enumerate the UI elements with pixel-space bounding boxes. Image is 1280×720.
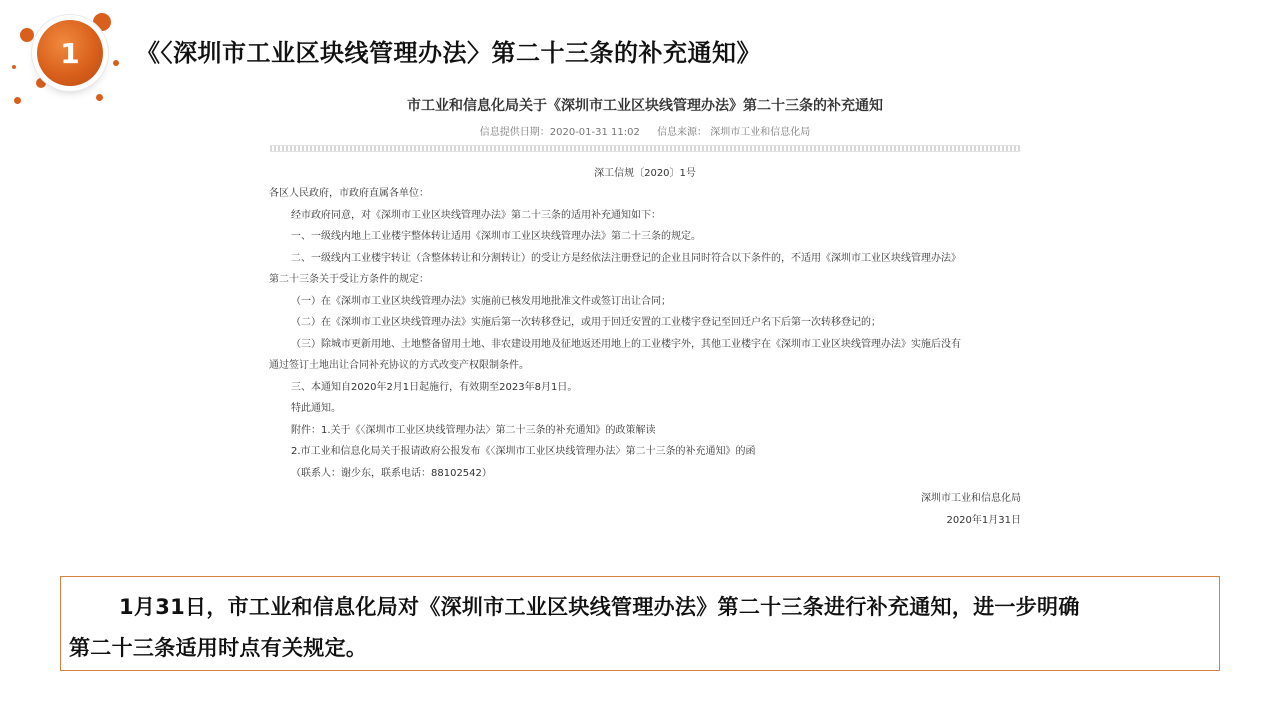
document-date: 信息提供日期：2020-01-31 11:02 <box>479 127 640 138</box>
decorative-dot <box>93 13 111 31</box>
decorative-dot <box>20 28 34 42</box>
document-paragraph: （一）在《深圳市工业区块线管理办法》实施前已核发用地批准文件或签订出让合同； <box>291 295 671 307</box>
section-number-badge: 1 <box>37 20 103 86</box>
decorative-dot <box>12 65 16 69</box>
decorative-dot <box>36 78 46 88</box>
summary-line: 1月31日，市工业和信息化局对《深圳市工业区块线管理办法》第二十三条进行补充通知，进一步明确 <box>119 595 1080 619</box>
document-number: 深工信规〔2020〕1号 <box>594 168 696 179</box>
document-paragraph: 第二十三条关于受让方条件的规定： <box>269 274 429 285</box>
decorative-dot <box>96 94 103 101</box>
slide-title: 《〈深圳市工业区块线管理办法〉第二十三条的补充通知》 <box>136 39 761 67</box>
document-screenshot <box>265 90 1025 530</box>
badge-decoration <box>0 0 130 115</box>
document-paragraph: 各区人民政府，市政府直属各单位： <box>269 188 429 199</box>
document-meta <box>265 123 1025 138</box>
divider <box>270 145 1020 152</box>
document-paragraph: 二、一级线内工业楼宇转让（含整体转让和分割转让）的受让方是经依法注册登记的企业且同时符合以下条件的，不适用《深圳市工业区块线管理办法》 <box>291 252 961 264</box>
signature-org: 深圳市工业和信息化局 <box>921 493 1021 504</box>
document-title: 市工业和信息化局关于《深圳市工业区块线管理办法》第二十三条的补充通知 <box>407 98 883 114</box>
document-paragraph: 通过签订土地出让合同补充协议的方式改变产权限制条件。 <box>269 360 529 371</box>
document-paragraph: （三）除城市更新用地、土地整备留用土地、非农建设用地及征地返还用地上的工业楼宇外，其他工业楼宇在《深圳市工业区块线管理办法》实施后没有 <box>291 338 961 350</box>
document-paragraph: 三、本通知自2020年2月1日起施行，有效期至2023年8月1日。 <box>291 381 578 393</box>
decorative-dot <box>14 97 21 104</box>
attachment-link[interactable]: 2.市工业和信息化局关于报请政府公报发布《〈深圳市工业区块线管理办法〉第二十三条的补充通知》的函 <box>291 446 756 457</box>
summary-line: 第二十三条适用时点有关规定。 <box>69 636 368 660</box>
document-paragraph: 特此通知。 <box>291 403 341 414</box>
document-body <box>269 183 1023 484</box>
summary-box <box>60 576 1220 671</box>
document-signature <box>921 488 1021 532</box>
document-paragraph: 经市政府同意，对《深圳市工业区块线管理办法》第二十三条的适用补充通知如下： <box>291 209 661 221</box>
document-paragraph: 一、一级线内地上工业楼宇整体转让适用《深圳市工业区块线管理办法》第二十三条的规定。 <box>291 231 701 242</box>
document-source: 信息来源： 深圳市工业和信息化局 <box>657 127 811 138</box>
signature-date: 2020年1月31日 <box>946 515 1021 526</box>
decorative-dot <box>113 60 119 66</box>
attachment-link[interactable]: 附件：1.关于《〈深圳市工业区块线管理办法〉第二十三条的补充通知》的政策解读 <box>291 424 656 436</box>
document-paragraph: （二）在《深圳市工业区块线管理办法》实施后第一次转移登记，或用于回迁安置的工业楼宇登记至回迁户名下后第一次转移登记的； <box>291 317 881 328</box>
document-contact: （联系人：谢少东，联系电话：88102542） <box>291 467 492 479</box>
